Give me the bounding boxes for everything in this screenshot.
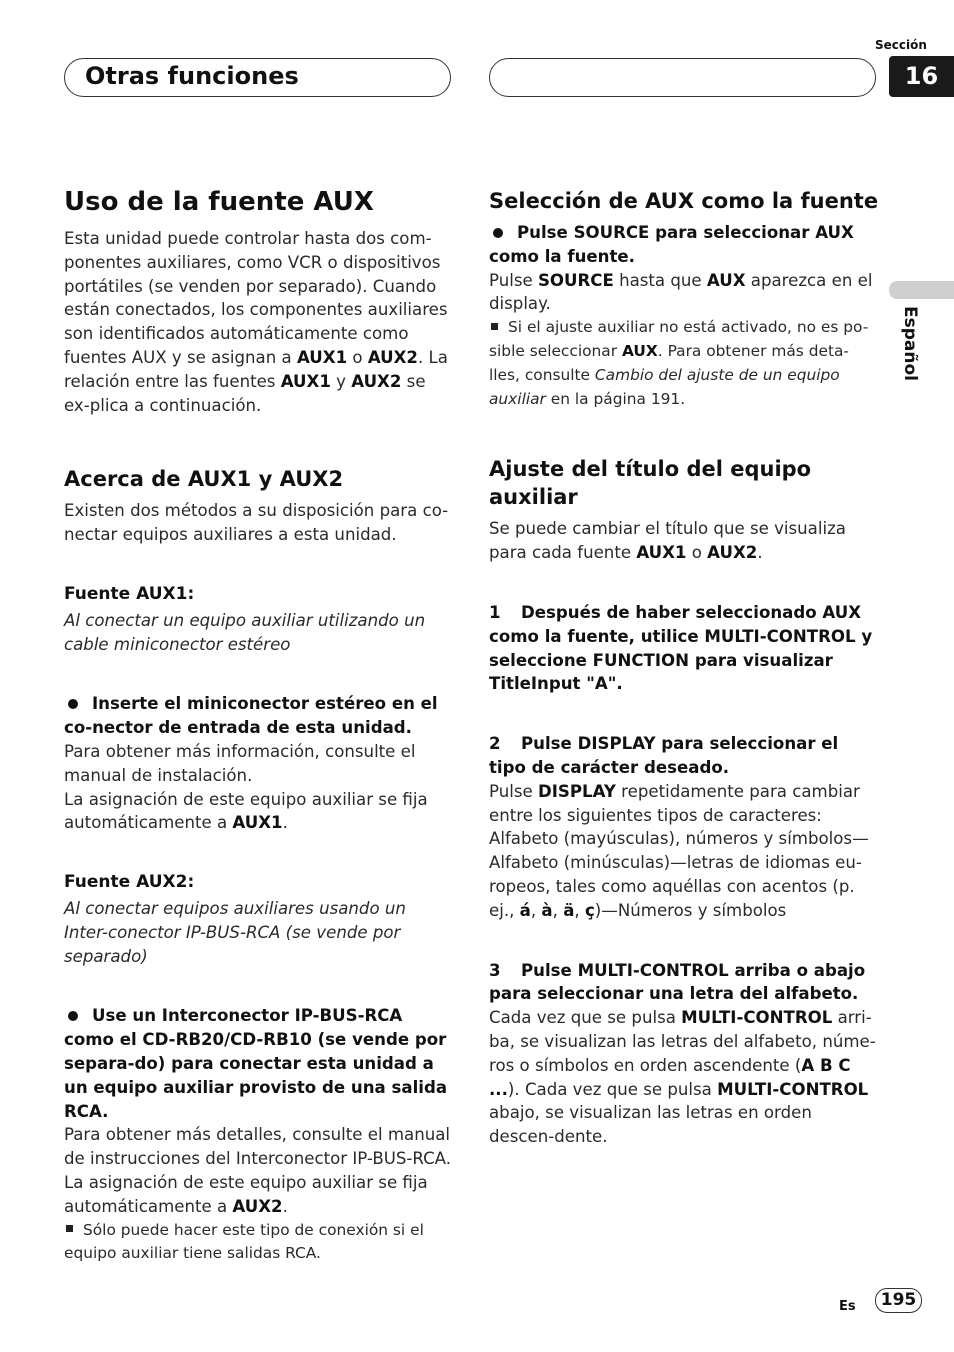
about-paragraph: Existen dos métodos a su disposición para co-nectar equipos auxiliares a esta unidad. <box>64 501 449 545</box>
main-heading: Uso de la fuente AUX <box>64 187 374 217</box>
bullet-icon <box>68 699 78 709</box>
language-label: Español <box>900 306 920 381</box>
aux1-italic: Al conectar un equipo auxiliar utilizando un cable miniconector estéreo <box>64 610 426 654</box>
header-title-box <box>64 58 451 97</box>
title-heading: Ajuste del título del equipo auxiliar <box>489 457 812 510</box>
step-1: 1 Después de haber seleccionado AUX como la fuente, utilice MULTI-CONTROL y seleccione FUNCTION para visualizar TitleInput "A". <box>489 602 873 694</box>
aux2-info: Para obtener más detalles, consulte el manual de instrucciones del Interconector IP-BUS-RCA. <box>64 1125 451 1169</box>
aux2-note: Sólo puede hacer este tipo de conexión si el equipo auxiliar tiene salidas RCA. <box>64 1220 424 1263</box>
page-section-title: Otras funciones <box>85 62 299 90</box>
aux1-assign: La asignación de este equipo auxiliar se fija automáticamente a AUX1. <box>64 789 428 833</box>
title-paragraph: Se puede cambiar el título que se visualiza para cada fuente AUX1 o AUX2. <box>489 519 846 563</box>
aux2-assign: La asignación de este equipo auxiliar se fija automáticamente a AUX2. <box>64 1172 428 1216</box>
language-tab <box>889 281 954 299</box>
intro-paragraph: Esta unidad puede controlar hasta dos com-ponentes auxiliares, como VCR o dispositivos portátiles (se venden por separado). Cuando están conectados, los componentes auxiliares son identificados automáticamente como fuentes AUX y se asignan a AUX1 o AUX2. La relación entre las fuentes AUX1 y AUX2 se ex-plica a continuación. <box>64 229 448 415</box>
source-bullet: Pulse SOURCE para seleccionar AUX como la fuente. <box>489 223 854 266</box>
source-note: Si el ajuste auxiliar no está activado, no es po-sible seleccionar AUX. Para obtener más deta-lles, consulte Cambio del ajuste de un equipo auxiliar en la página 191. <box>489 318 869 408</box>
aux2-heading: Fuente AUX2: <box>64 872 195 893</box>
aux2-bullet: Use un Interconector IP-BUS-RCA como el CD-RB20/CD-RB10 (se vende por separa-do) para conectar esta unidad a un equipo auxiliar provisto de una salida RCA. <box>64 1006 448 1121</box>
bullet-icon <box>493 228 503 238</box>
aux2-italic: Al conectar equipos auxiliares usando un Inter-conector IP-BUS-RCA (se vende por separado) <box>64 898 406 966</box>
about-heading: Acerca de AUX1 y AUX2 <box>64 467 344 492</box>
aux1-info: Para obtener más información, consulte el manual de instalación. <box>64 741 416 785</box>
left-column <box>64 187 454 1266</box>
header-empty-box <box>489 58 876 97</box>
aux1-bullet: Inserte el miniconector estéreo en el co-nector de entrada de esta unidad. <box>64 694 438 738</box>
step-2-paragraph: Pulse DISPLAY repetidamente para cambiar entre los siguientes tipos de caracteres: Alfabeto (mayúsculas), números y símbolos—Alfabeto (minúsculas)—letras de idiomas eu-ropeos, tales como aquéllas con acentos (p. ej., á, à, ä, ç)—Números y símbolos <box>489 781 869 920</box>
aux1-heading: Fuente AUX1: <box>64 583 195 604</box>
note-square-icon <box>491 323 498 330</box>
step-2: 2 Pulse DISPLAY para seleccionar el tipo de carácter deseado. <box>489 734 839 777</box>
source-paragraph: Pulse SOURCE hasta que AUX aparezca en el display. <box>489 270 873 314</box>
bullet-icon <box>68 1011 78 1021</box>
right-column <box>489 187 879 1149</box>
page-number: 195 <box>875 1288 922 1313</box>
section-label: Sección <box>875 38 927 52</box>
section-number-badge: 16 <box>889 56 954 97</box>
footer-language: Es <box>839 1299 856 1314</box>
note-square-icon <box>66 1225 73 1232</box>
step-3-paragraph: Cada vez que se pulsa MULTI-CONTROL arri-ba, se visualizan las letras del alfabeto, núme-ros o símbolos en orden ascendente (A B C ...). Cada vez que se pulsa MULTI-CONTROL abajo, se visualizan las letras en orden descen-dente. <box>489 1008 876 1147</box>
step-3: 3 Pulse MULTI-CONTROL arriba o abajo para seleccionar una letra del alfabeto. <box>489 960 866 1004</box>
source-heading: Selección de AUX como la fuente <box>489 189 879 213</box>
